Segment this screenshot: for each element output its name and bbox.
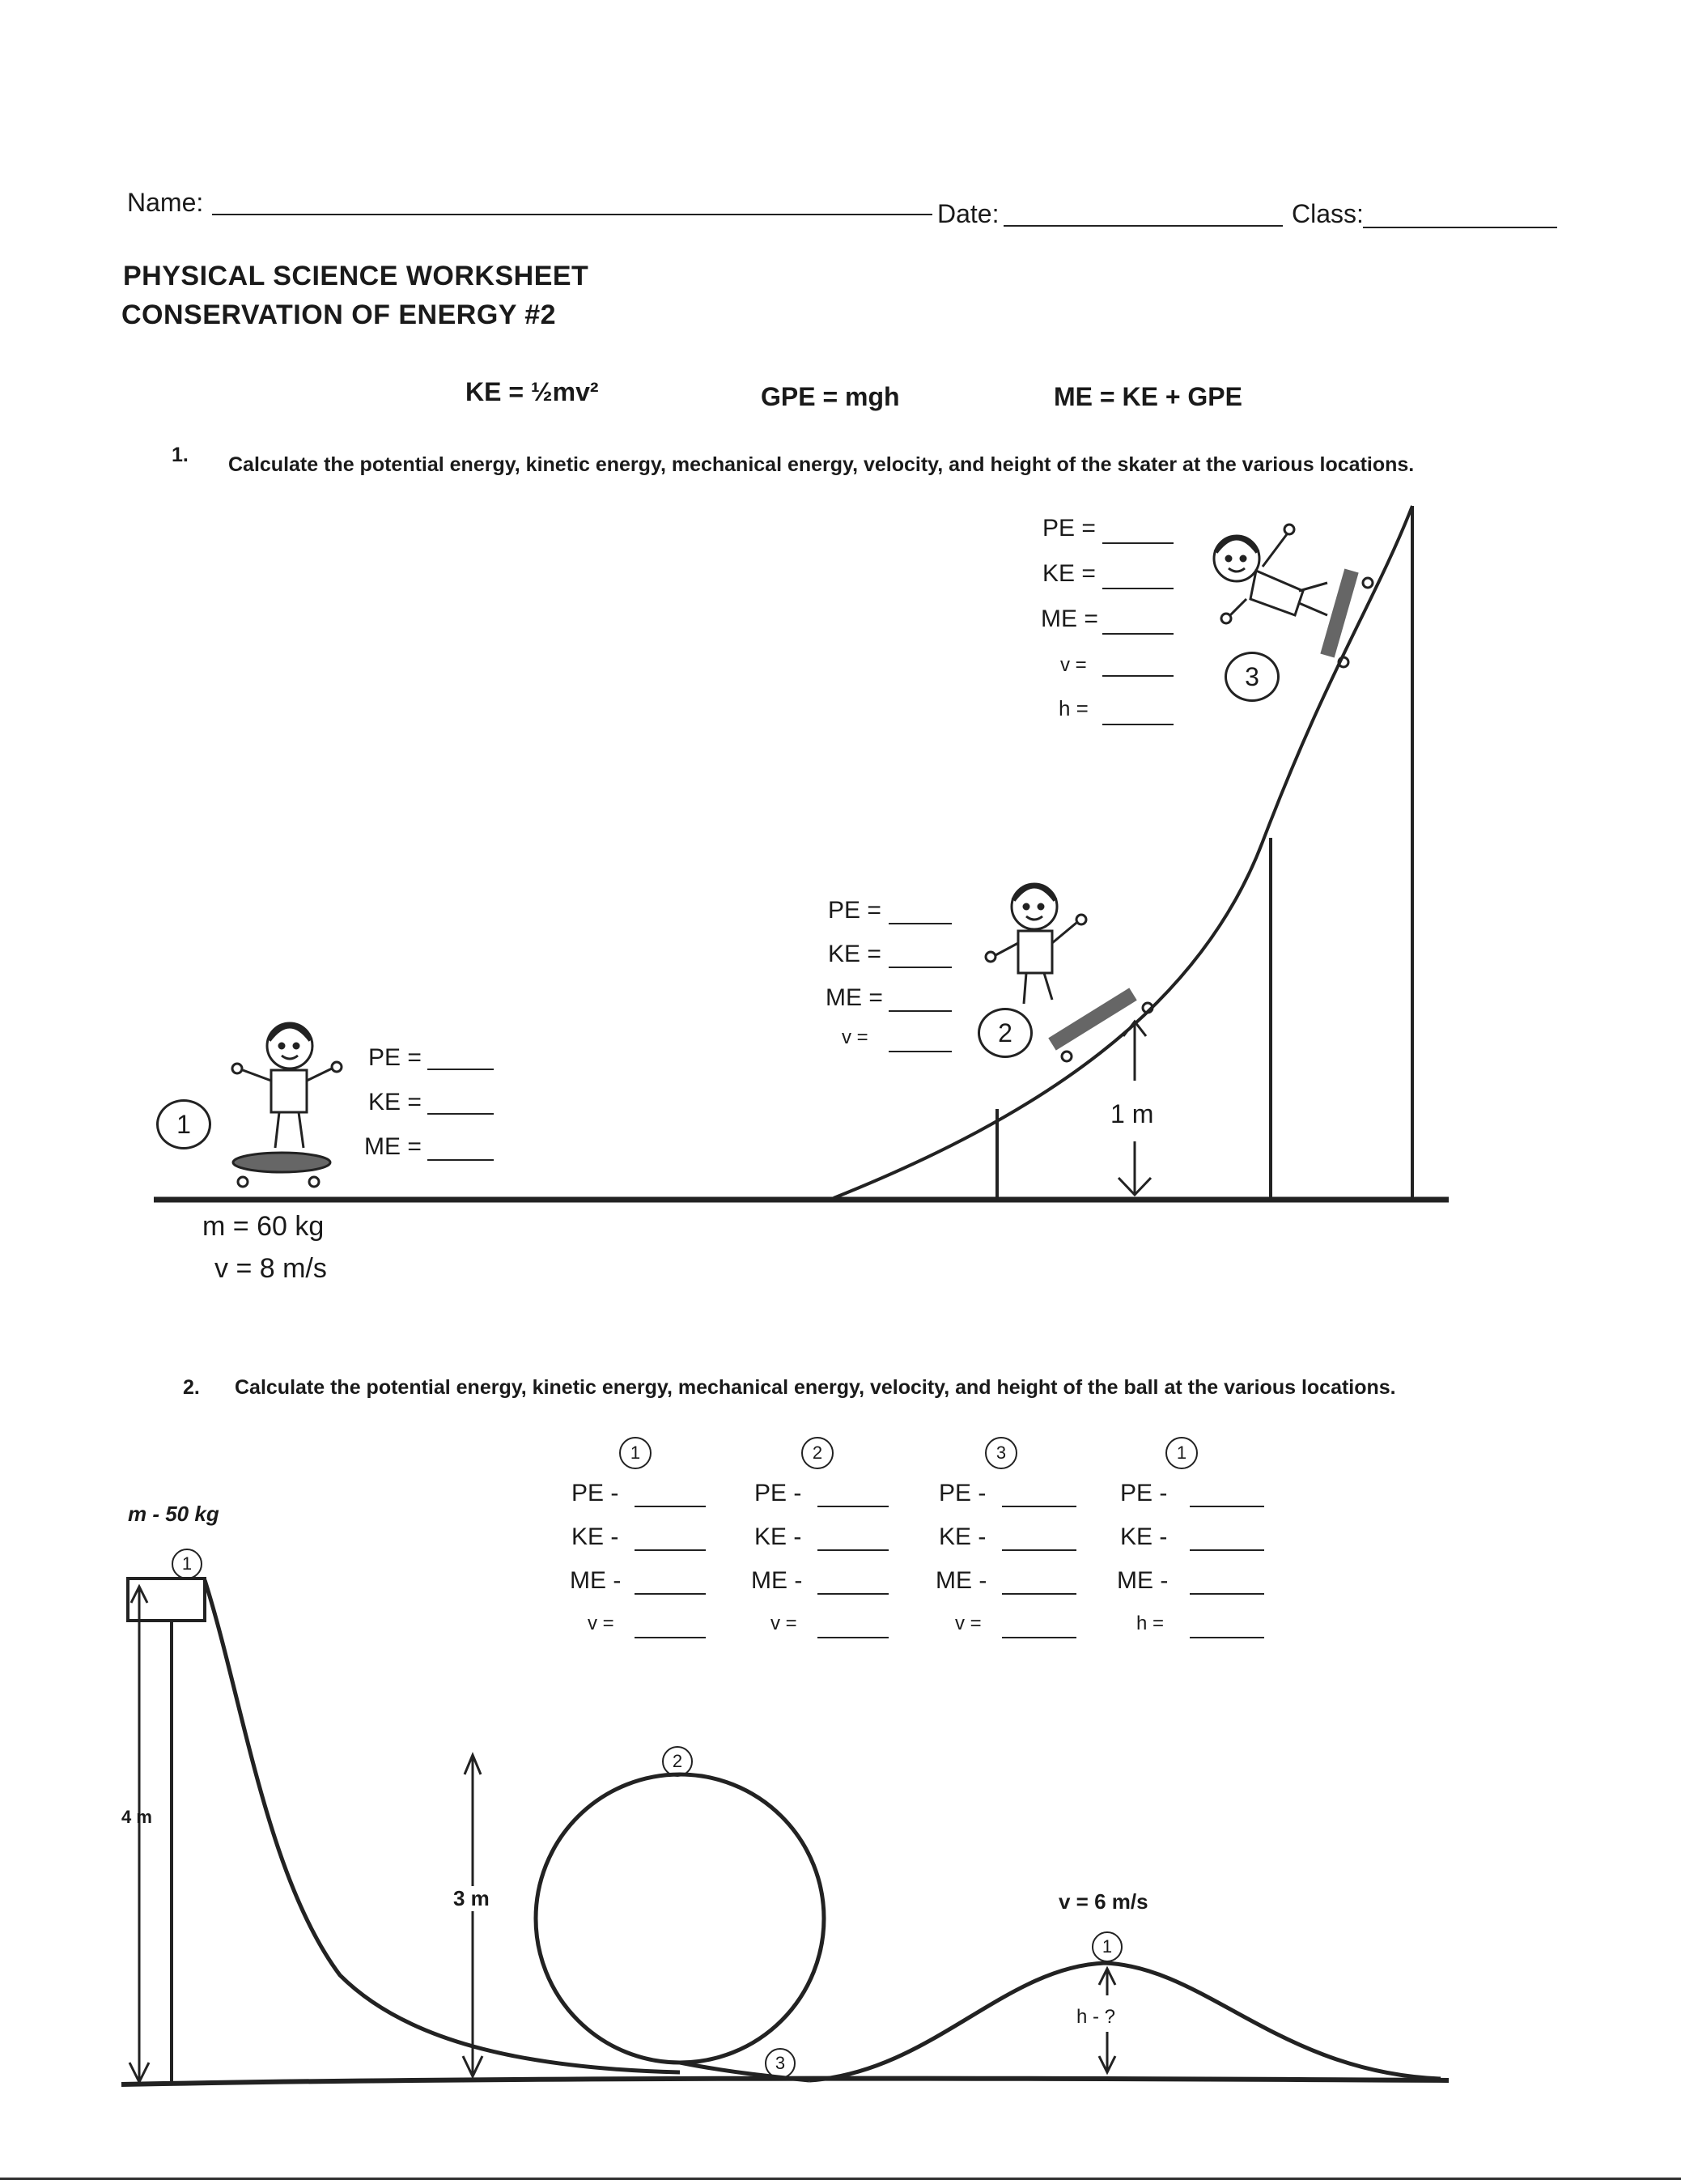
loc1-ke-blank[interactable] bbox=[427, 1113, 494, 1115]
loc2-v-blank[interactable] bbox=[889, 1051, 952, 1052]
loc1-me-label: ME = bbox=[364, 1133, 422, 1160]
me-formula: ME = KE + GPE bbox=[1054, 382, 1242, 411]
question-1-text: Calculate the potential energy, kinetic energy, mechanical energy, velocity, and height of the skater at the various locations. bbox=[228, 453, 1415, 476]
col3-marker: 3 bbox=[985, 1437, 1017, 1469]
col2-v-label: v = bbox=[770, 1613, 797, 1634]
location-2-marker: 2 bbox=[978, 1008, 1033, 1058]
col3-ke-label: KE - bbox=[939, 1523, 987, 1550]
col4-h-blank[interactable] bbox=[1190, 1637, 1264, 1638]
tower-height-label: 4 m bbox=[121, 1807, 152, 1827]
col1-ke-blank[interactable] bbox=[635, 1549, 706, 1551]
loc2-pe-label: PE = bbox=[828, 897, 881, 924]
loc1-me-blank[interactable] bbox=[427, 1159, 494, 1161]
col2-ke-label: KE - bbox=[754, 1523, 802, 1550]
location-3-marker: 3 bbox=[1225, 652, 1280, 702]
hill-top-marker: 1 bbox=[1092, 1931, 1123, 1962]
col2-ke-blank[interactable] bbox=[817, 1549, 889, 1551]
skate-ramp-curve bbox=[834, 506, 1412, 1198]
col1-v-blank[interactable] bbox=[635, 1637, 706, 1638]
loc3-h-blank[interactable] bbox=[1102, 724, 1174, 725]
ke-formula: KE = ½mv² bbox=[465, 377, 599, 406]
col2-me-blank[interactable] bbox=[817, 1593, 889, 1595]
hill-height-label: h - ? bbox=[1076, 2006, 1116, 2028]
drop-track bbox=[205, 1580, 680, 2072]
loc2-pe-blank[interactable] bbox=[889, 923, 952, 924]
col3-v-blank[interactable] bbox=[1002, 1637, 1076, 1638]
loc3-me-label: ME = bbox=[1041, 605, 1098, 632]
loc3-v-label: v = bbox=[1060, 654, 1087, 676]
col4-marker: 1 bbox=[1165, 1437, 1198, 1469]
loc3-me-blank[interactable] bbox=[1102, 633, 1174, 635]
hill-track bbox=[809, 1963, 1441, 2080]
class-label: Class: bbox=[1292, 199, 1364, 228]
col4-pe-label: PE - bbox=[1120, 1480, 1168, 1506]
given-mass: m = 60 kg bbox=[202, 1211, 325, 1242]
col2-marker: 2 bbox=[801, 1437, 834, 1469]
start-marker: 1 bbox=[172, 1549, 202, 1579]
col3-pe-blank[interactable] bbox=[1002, 1506, 1076, 1507]
loop-height-label: 3 m bbox=[453, 1886, 490, 1910]
skater-1-figure bbox=[232, 1023, 342, 1187]
col1-marker: 1 bbox=[619, 1437, 652, 1469]
loc2-me-label: ME = bbox=[826, 984, 883, 1011]
page-bottom-edge bbox=[0, 2178, 1681, 2180]
date-label: Date: bbox=[937, 199, 1000, 228]
col1-ke-label: KE - bbox=[571, 1523, 619, 1550]
loc3-ke-label: KE = bbox=[1042, 560, 1096, 587]
gpe-formula: GPE = mgh bbox=[761, 382, 900, 411]
col2-pe-label: PE - bbox=[754, 1480, 802, 1506]
worksheet-subtitle: CONSERVATION OF ENERGY #2 bbox=[121, 300, 557, 330]
col4-h-label: h = bbox=[1136, 1613, 1165, 1634]
col4-ke-label: KE - bbox=[1120, 1523, 1168, 1550]
question-2-number: 2. bbox=[183, 1376, 200, 1399]
loc2-v-label: v = bbox=[842, 1026, 868, 1048]
ramp-height-label: 1 m bbox=[1110, 1099, 1154, 1128]
loc2-me-blank[interactable] bbox=[889, 1010, 952, 1012]
col4-pe-blank[interactable] bbox=[1190, 1506, 1264, 1507]
col3-ke-blank[interactable] bbox=[1002, 1549, 1076, 1551]
worksheet-title: PHYSICAL SCIENCE WORKSHEET bbox=[123, 261, 589, 291]
loc1-pe-label: PE = bbox=[368, 1044, 422, 1071]
loop-bottom-marker: 3 bbox=[765, 2048, 796, 2079]
col2-me-label: ME - bbox=[751, 1567, 803, 1594]
ball-mass-label: m - 50 kg bbox=[128, 1502, 219, 1526]
col3-me-label: ME - bbox=[936, 1567, 987, 1594]
name-label: Name: bbox=[127, 188, 204, 217]
col4-me-blank[interactable] bbox=[1190, 1593, 1264, 1595]
loc3-pe-label: PE = bbox=[1042, 515, 1096, 542]
col3-v-label: v = bbox=[955, 1613, 982, 1634]
loc2-ke-blank[interactable] bbox=[889, 967, 952, 968]
col3-pe-label: PE - bbox=[939, 1480, 987, 1506]
loc3-pe-blank[interactable] bbox=[1102, 542, 1174, 544]
loc3-v-blank[interactable] bbox=[1102, 675, 1174, 677]
col1-pe-label: PE - bbox=[571, 1480, 619, 1506]
col1-v-label: v = bbox=[588, 1613, 614, 1634]
loc2-ke-label: KE = bbox=[828, 941, 881, 967]
location-1-marker: 1 bbox=[156, 1099, 211, 1149]
question-2-text: Calculate the potential energy, kinetic energy, mechanical energy, velocity, and height of the ball at the various locations. bbox=[235, 1376, 1396, 1399]
col1-pe-blank[interactable] bbox=[635, 1506, 706, 1507]
hill-velocity-label: v = 6 m/s bbox=[1059, 1889, 1148, 1914]
col4-me-label: ME - bbox=[1117, 1567, 1169, 1594]
loop-top-marker: 2 bbox=[662, 1746, 693, 1777]
col2-pe-blank[interactable] bbox=[817, 1506, 889, 1507]
col3-me-blank[interactable] bbox=[1002, 1593, 1076, 1595]
loc1-pe-blank[interactable] bbox=[427, 1069, 494, 1070]
col1-me-label: ME - bbox=[570, 1567, 622, 1594]
loc3-ke-blank[interactable] bbox=[1102, 588, 1174, 589]
question-1-number: 1. bbox=[172, 444, 189, 466]
col4-ke-blank[interactable] bbox=[1190, 1549, 1264, 1551]
loc3-h-label: h = bbox=[1059, 696, 1089, 720]
col2-v-blank[interactable] bbox=[817, 1637, 889, 1638]
col1-me-blank[interactable] bbox=[635, 1593, 706, 1595]
loc1-ke-label: KE = bbox=[368, 1089, 422, 1115]
given-velocity: v = 8 m/s bbox=[214, 1253, 327, 1284]
loop-track bbox=[536, 1774, 824, 2063]
